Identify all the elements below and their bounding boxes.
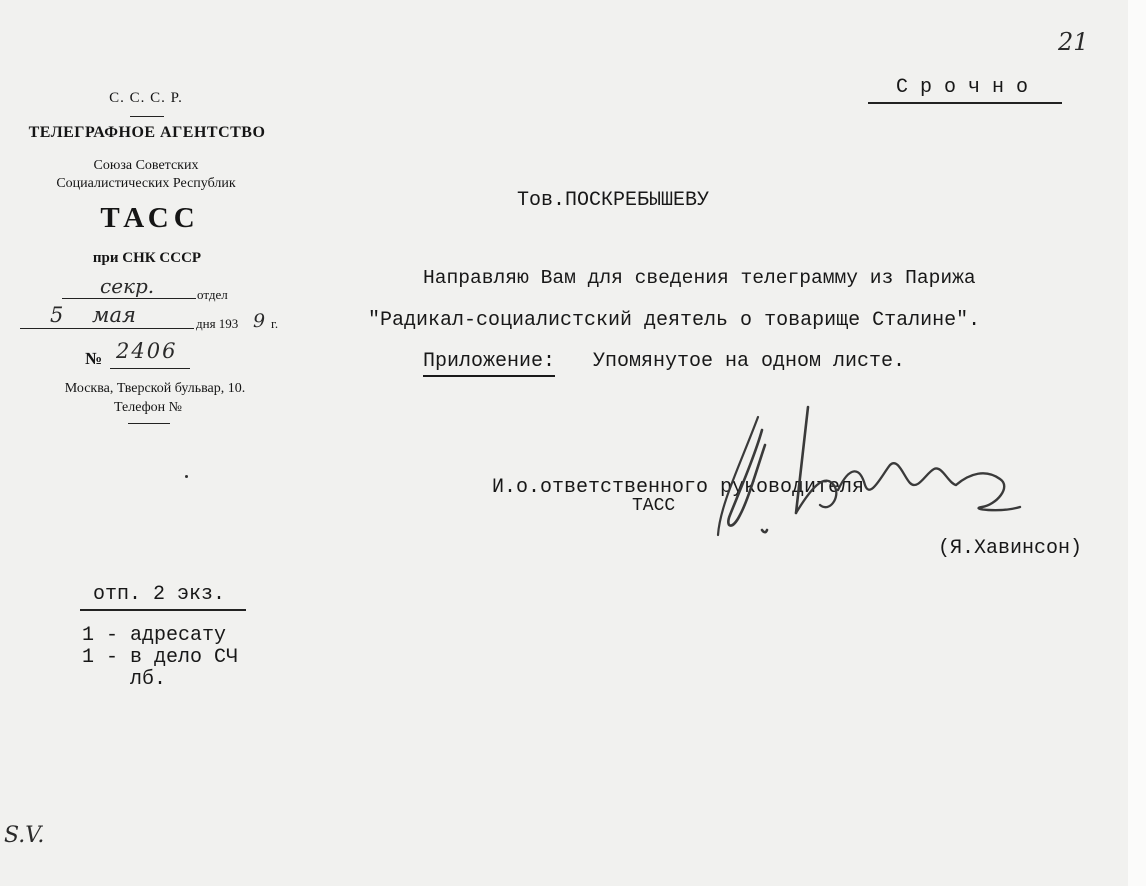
distribution-line-1: 1 - адресату	[82, 624, 227, 647]
margin-initials: S.V.	[4, 823, 45, 848]
archive-page-number: 21	[1058, 28, 1089, 56]
attachment-label: Приложение:	[423, 350, 555, 377]
signatory-title-line-2: ТАСС	[632, 496, 676, 516]
date-rule	[20, 328, 194, 329]
letterhead-divider	[130, 116, 164, 117]
addressee: Тов.ПОСКРЕБЫШЕВУ	[517, 189, 710, 212]
department-handwritten: секр.	[100, 274, 155, 298]
distribution-underline	[80, 609, 246, 611]
scan-edge	[1128, 0, 1146, 886]
letterhead-union-line1: Союза Советских	[93, 158, 199, 173]
signatory-title-line-1: И.о.ответственного руководителя	[492, 476, 865, 499]
date-handwritten: 5 мая	[50, 303, 136, 327]
body-line-1: Направляю Вам для сведения телеграмму из Парижа	[423, 267, 976, 289]
number-handwritten: 2406	[116, 339, 178, 363]
stray-dot	[185, 475, 188, 478]
year-suffix: г.	[271, 316, 279, 331]
department-rule	[62, 298, 196, 299]
body-line-2: "Радикал-социалистский деятель о товарище Сталине".	[368, 309, 981, 332]
handwritten-signature	[700, 395, 1040, 555]
year-digit-handwritten: 9	[253, 310, 266, 332]
letterhead-union-line2: Социалистических Республик	[56, 176, 236, 191]
phone-rule	[128, 423, 170, 424]
letterhead-acronym: ТАСС	[100, 202, 200, 234]
letterhead-country: С. С. С. Р.	[109, 90, 183, 106]
urgency-label: С р о ч н о	[896, 76, 1029, 99]
signatory-name: (Я.Хавинсон)	[938, 537, 1083, 560]
letterhead-phone: Телефон №	[113, 400, 183, 415]
distribution-line-2: 1 - в дело СЧ	[82, 646, 239, 669]
number-rule	[110, 368, 190, 369]
attachment-text: Упомянутое на одном листе.	[593, 350, 906, 373]
letterhead-affiliation: при СНК СССР	[92, 250, 202, 266]
urgency-underline	[868, 102, 1062, 104]
distribution-line-3: лб.	[130, 668, 167, 691]
number-label: №	[85, 349, 103, 368]
distribution-header: отп. 2 экз.	[93, 583, 226, 606]
letterhead-address: Москва, Тверской бульвар, 10.	[64, 381, 246, 396]
department-suffix: отдел	[197, 287, 228, 302]
date-suffix: дня 193	[196, 316, 239, 331]
letterhead-agency: ТЕЛЕГРАФНОЕ АГЕНТСТВО	[28, 124, 266, 141]
